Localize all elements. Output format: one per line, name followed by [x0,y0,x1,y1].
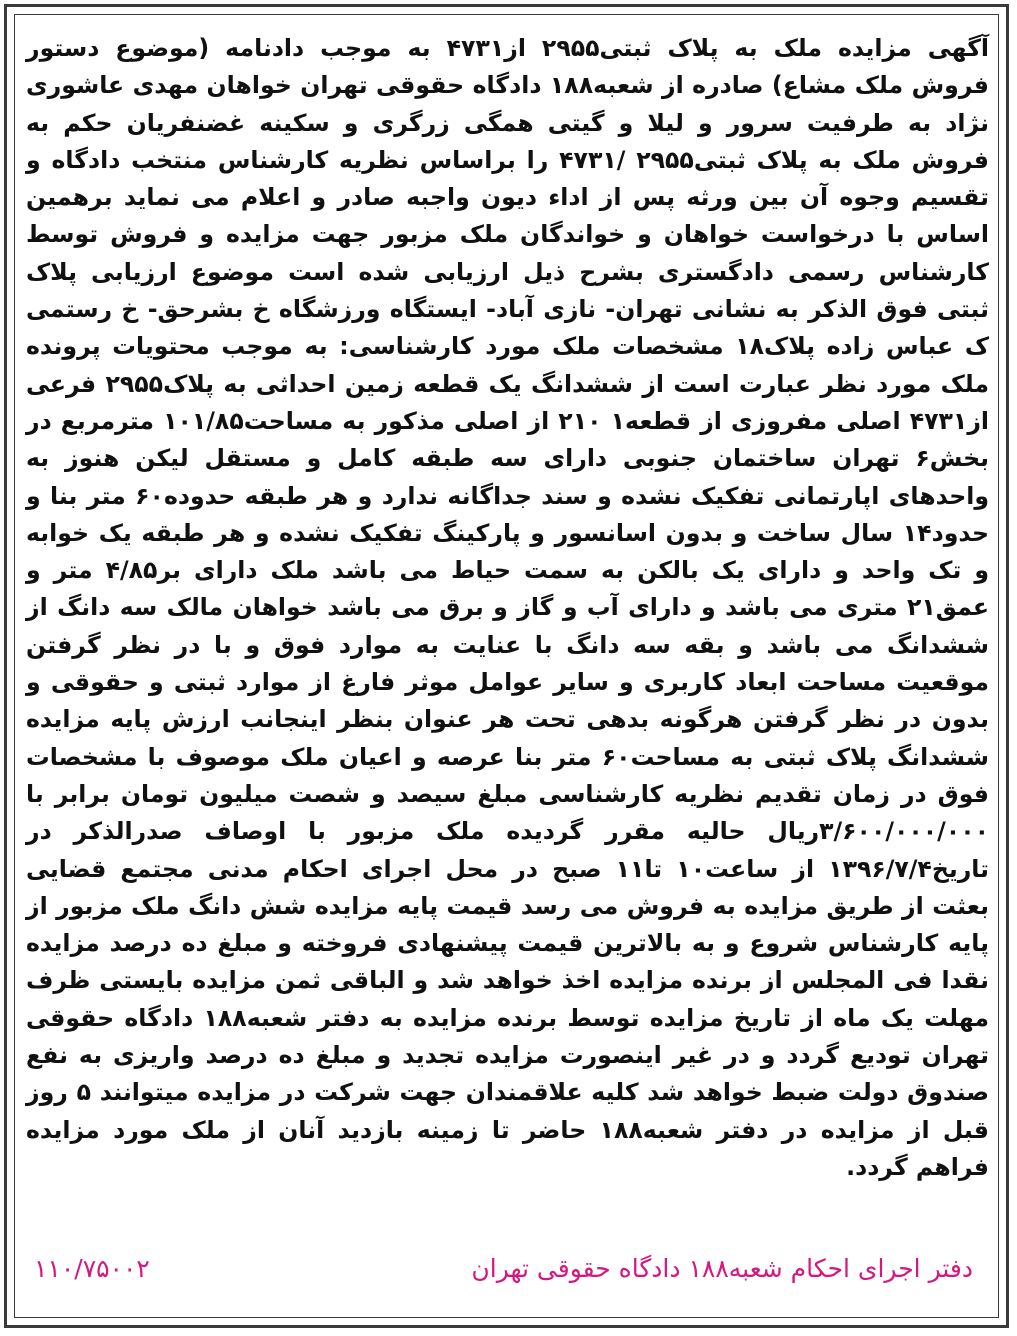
issuer-office: دفتر اجرای احکام شعبه۱۸۸ دادگاه حقوقی تهران [471,1253,973,1283]
reference-number: ۱۱۰/۷۵۰۰۲ [34,1253,150,1283]
notice-footer [34,1246,973,1290]
auction-notice-text: آگهی مزایده ملک به پلاک ثبتی۲۹۵۵ از۴۷۳۱ به موجب دادنامه (موضوع دستور فروش ملک مشاع) صادره از شعبه۱۸۸ دادگاه حقوقی تهران خواهان مهدی عاشوری نژاد به طرفیت سرور و لیلا و گیتی همگی زرگری و سکینه غضنفریان حکم به فروش ملک به پلاک ثبتی۲۹۵۵ /۴۷۳۱ را براساس نظریه کارشناس منتخب دادگاه و تقسیم وجوه آن بین ورثه پس از اداء دیون واجبه صادر و اعلام می نماید برهمین اساس با درخواست خواهان و خواندگان ملک مزبور جهت مزایده و فروش توسط کارشناس رسمی دادگستری بشرح ذیل ارزیابی شده است موضوع ارزیابی پلاک ثبتی فوق الذکر به نشانی تهران- نازی آباد- ایستگاه ورزشگاه خ بشرحق- خ رستمی ک عباس زاده پلاک۱۸ مشخصات ملک مورد کارشناسی: به موجب محتویات پرونده ملک مورد نظر عبارت است از ششدانگ یک قطعه زمین احداثی به پلاک۲۹۵۵ فرعی از۴۷۳۱ اصلی مفروزی از قطعه۱ ۲۱۰ از اصلی مذکور به مساحت۱۰۱/۸۵ مترمربع در بخش۶ تهران ساختمان جنوبی دارای سه طبقه کامل و مستقل لیکن هنوز به واحدهای اپارتمانی تفکیک نشده و سند جداگانه ندارد و هر طبقه حدوده۶۰ متر بنا و حدود۱۴ سال ساخت و بدون اسانسور و پارکینگ تفکیک نشده و هر طبقه یک خوابه و تک واحد و دارای یک بالکن به سمت حیاط می باشد ملک دارای بر۴/۸۵ متر و عمق۲۱ متری می باشد و دارای آب و گاز و برق می باشد خواهان مالک سه دانگ از ششدانگ می باشد و بقه سه دانگ با عنایت به موارد فوق و با در نظر گرفتن موقعیت مساحت ابعاد کاربری و سایر عوامل موثر فارغ از موارد ثبتی و حقوقی و بدون در نظر گرفتن هرگونه بدهی تحت هر عنوان بنظر اینجانب ارزش پایه مزایده ششدانگ پلاک ثبتی به مساحت۶۰ متر بنا عرصه و اعیان ملک موصوف با مشخصات فوق در زمان تقدیم نظریه کارشناسی مبلغ سیصد و شصت میلیون تومان برابر با ۳/۶۰۰/۰۰۰/۰۰۰ریال حالیه مقرر گردیده ملک مزبور با اوصاف صدرالذکر در تاریخ۱۳۹۶/۷/۴ از ساعت۱۰ تا۱۱ صبح در محل اجرای احکام مدنی مجتمع قضایی بعثت از طریق مزایده به فروش می رسد قیمت پایه مزایده شش دانگ ملک مزبور از پایه کارشناس شروع و به بالاترین قیمت پیشنهادی فروخته و مبلغ ده درصد مزایده نقدا فی المجلس از برنده مزایده اخذ خواهد شد و الباقی ثمن مزایده بایستی ظرف مهلت یک ماه از تاریخ مزایده توسط برنده مزایده به دفتر شعبه۱۸۸ دادگاه حقوقی تهران تودیع گردد و در غیر اینصورت مزایده تجدید و مبلغ ده درصد واریزی به نفع صندوق دولت ضبط خواهد شد کلیه علاقمندان جهت شرکت در مزایده میتوانند ۵ روز قبل از مزایده در دفتر شعبه۱۸۸ حاضر تا زمینه بازدید آنان از ملک مورد مزایده فراهم گردد. [26,34,990,1181]
